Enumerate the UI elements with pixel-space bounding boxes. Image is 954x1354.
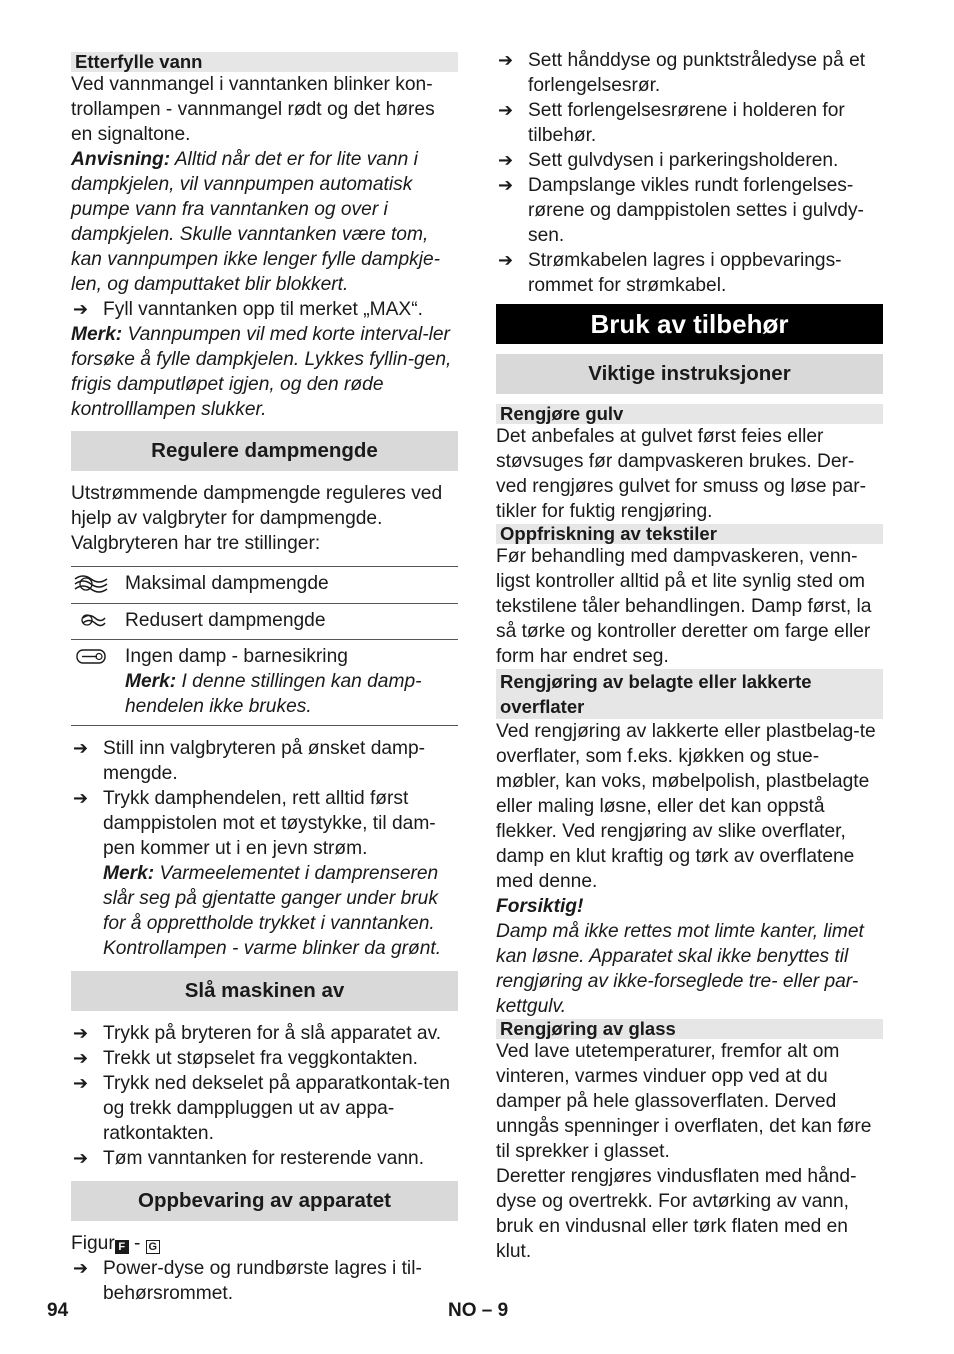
step-storage-5: ➔ Dampslange vikles rundt forlengelses-rørene og damppistolen settes i gulvdy-sen. bbox=[496, 173, 883, 248]
figure-g-icon: G bbox=[146, 1240, 160, 1254]
right-column bbox=[496, 48, 883, 1264]
merk-label: Merk: bbox=[103, 863, 155, 884]
paragraph-regulate: Utstrømmende dampmengde reguleres ved hjelp av valgbryter for dampmengde. Valgbryteren har tre stillinger: bbox=[71, 483, 443, 554]
step-press-lever: ➔ Trykk damphendelen, rett alltid først damppistolen mot et tøystykke, til dam-pen kommer ut i en jevn strøm. bbox=[71, 786, 458, 861]
paragraph-glass-1: Ved lave utetemperaturer, fremfor alt om vinteren, varmes vinduer opp ved at du damper på hele glassoverflaten. Derved unngås spenninger i overflaten, det kan føre til sprekker i glasset. bbox=[496, 1041, 872, 1162]
page-number: 94 bbox=[47, 1300, 69, 1321]
setting-max-label: Maksimal dampmengde bbox=[125, 567, 458, 604]
step-storage-6: ➔ Strømkabelen lagres i oppbevarings-rommet for strømkabel. bbox=[496, 248, 883, 298]
paragraph-floor: Det anbefales at gulvet først feies eller støvsuges før dampvaskeren brukes. Der-ved rengjøres gulvet for smuss og løse par-tikler for fuktig rengjøring. bbox=[496, 426, 867, 522]
caution-label: Forsiktig! bbox=[496, 896, 584, 917]
step-fill-tank: ➔ Fyll vanntanken opp til merket „MAX“. bbox=[71, 297, 458, 322]
caution-text: Damp må ikke rettes mot limte kanter, limet kan løsne. Apparatet skal ikke benyttes til rengjøring av ikke-forseglede tre- eller par-kettgulv. bbox=[496, 921, 864, 1017]
note-merk-pump bbox=[71, 322, 458, 422]
heading-refill-water: Etterfylle vann bbox=[71, 52, 458, 72]
paragraph-coated: Ved rengjøring av lakkerte eller plastbelag-te overflater, som f.eks. kjøkken og stue-møbler, kan voks, møbelpolish, plastbelagte eller maling løsne, eller det kan oppstå flekker. Ved rengjøring av slike overflater, damp en klut kraftig og tørk av overflatene med denne. bbox=[496, 721, 876, 892]
table-row bbox=[71, 604, 458, 640]
step-storage-1: ➔ Power-dyse og rundbørste lagres i til-behørsrommet. bbox=[71, 1256, 458, 1306]
max-steam-icon bbox=[73, 571, 125, 597]
merk-label: Merk: bbox=[125, 671, 177, 692]
section-storage: Oppbevaring av apparatet bbox=[71, 1181, 458, 1221]
step-off-3: ➔ Trykk ned dekselet på apparatkontak-ten og trekk damppluggen ut av appa-ratkontakten. bbox=[71, 1071, 458, 1146]
merk-text: I denne stillingen kan damp-hendelen ikke brukes. bbox=[125, 671, 422, 717]
step-off-4: ➔ Tøm vanntanken for resterende vann. bbox=[71, 1146, 458, 1171]
step-storage-2: ➔ Sett hånddyse og punktstråledyse på et forlengelsesrør. bbox=[496, 48, 883, 98]
heading-coated-surfaces: Rengjøring av belagte eller lakkerte overflater bbox=[496, 669, 883, 719]
step-set-selector: ➔ Still inn valgbryteren på ønsket damp-mengde. bbox=[71, 736, 458, 786]
setting-reduced-label: Redusert dampmengde bbox=[125, 604, 458, 640]
section-page-label: NO – 9 bbox=[448, 1300, 509, 1321]
heading-clean-floor: Rengjøre gulv bbox=[496, 404, 883, 424]
reduced-steam-icon bbox=[73, 608, 125, 632]
table-row bbox=[71, 640, 458, 726]
chapter-title: Bruk av tilbehør bbox=[496, 304, 883, 344]
no-steam-lock-icon bbox=[73, 644, 125, 668]
section-important-instructions: Viktige instruksjoner bbox=[496, 354, 883, 394]
heading-textiles: Oppfriskning av tekstiler bbox=[496, 524, 883, 544]
note-instruction bbox=[71, 147, 458, 297]
paragraph-glass-2: Deretter rengjøres vindusflaten med hånd-dyse og overtrekk. For avtørking av vann, bruk en vindusnal eller tørk flaten med en klut. bbox=[496, 1166, 857, 1262]
setting-no-steam-note bbox=[125, 669, 456, 719]
step-off-2: ➔ Trekk ut støpselet fra veggkontakten. bbox=[71, 1046, 458, 1071]
note-merk-heating bbox=[71, 861, 458, 961]
step-storage-3: ➔ Sett forlengelsesrørene i holderen for tilbehør. bbox=[496, 98, 883, 148]
merk-text: Vannpumpen vil med korte interval-ler forsøke å fylle dampkjelen. Lykkes fyllin-gen, frigis damputløpet igjen, og den røde kontrolllampen slukker. bbox=[71, 324, 452, 420]
figure-sep: - bbox=[128, 1233, 146, 1254]
section-switch-off: Slå maskinen av bbox=[71, 971, 458, 1011]
figure-reference bbox=[71, 1231, 458, 1256]
figure-prefix: Figur bbox=[71, 1233, 115, 1254]
paragraph-refill: Ved vannmangel i vanntanken blinker kon-trollampen - vannmangel rødt og det høres en signaltone. bbox=[71, 74, 435, 145]
step-storage-4: ➔ Sett gulvdysen i parkeringsholderen. bbox=[496, 148, 883, 173]
section-regulate-steam: Regulere dampmengde bbox=[71, 431, 458, 471]
note-label: Anvisning: bbox=[71, 149, 171, 170]
setting-no-steam-label: Ingen damp - barnesikring bbox=[125, 646, 348, 667]
heading-glass: Rengjøring av glass bbox=[496, 1019, 883, 1039]
step-off-1: ➔ Trykk på bryteren for å slå apparatet av. bbox=[71, 1021, 458, 1046]
figure-f-icon: F bbox=[115, 1240, 129, 1254]
note-text: Alltid når det er for lite vann i dampkjelen, vil vannpumpen automatisk pumpe vann fra vanntanken og over i dampkjelen. Skulle vanntanken være tom, kan vannpumpen ikke lenger fylle dampkje-len, og damputtaket blir blokkert. bbox=[71, 149, 441, 295]
table-row bbox=[71, 567, 458, 604]
steam-settings-table bbox=[71, 566, 458, 726]
paragraph-textiles: Før behandling med dampvaskeren, venn-ligst kontroller alltid på et lite synlig sted om tekstilene tåler behandlingen. Damp først, la så tørke og kontroller deretter om farge eller form har endret seg. bbox=[496, 546, 872, 667]
left-column bbox=[71, 48, 458, 1306]
merk-label: Merk: bbox=[71, 324, 123, 345]
merk-text: Varmeelementet i damprenseren slår seg på gjentatte ganger under bruk for å opprettholde trykket i vanntanken. Kontrollampen - varme blinker da grønt. bbox=[103, 863, 442, 959]
